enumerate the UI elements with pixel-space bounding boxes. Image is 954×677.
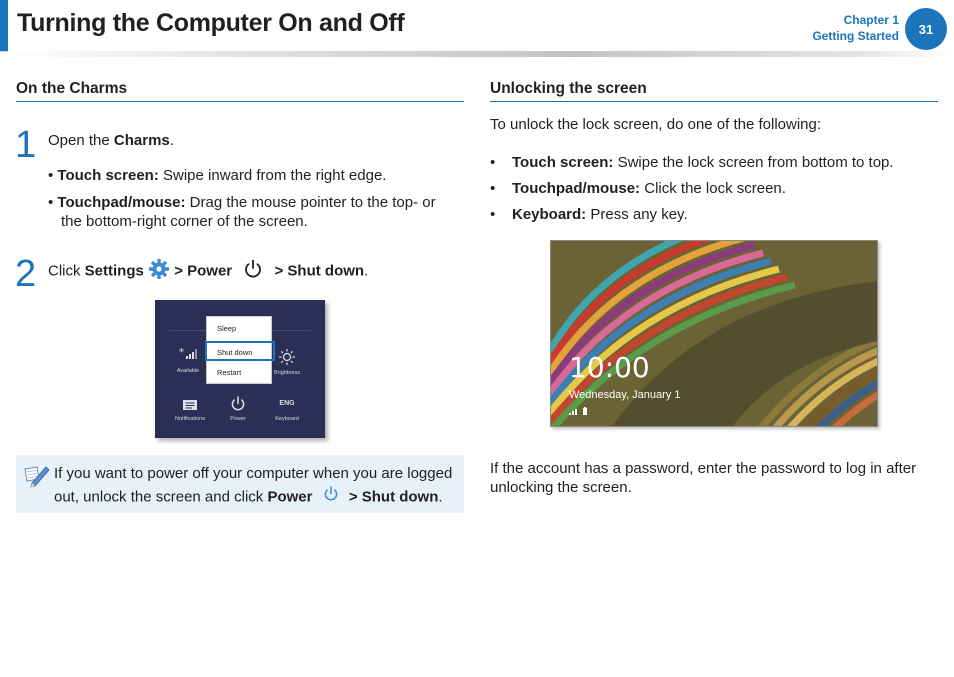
keyboard-language-indicator[interactable]: ENG	[279, 400, 295, 407]
section-heading-unlocking: Unlocking the screen	[490, 80, 938, 102]
chapter-label: Chapter 1	[843, 13, 899, 27]
list-item: • Touchpad/mouse: Click the lock screen.	[490, 180, 786, 197]
step-number-2: 2	[15, 253, 37, 295]
bullet-text: Swipe inward from the right edge.	[158, 167, 387, 184]
page-title: Turning the Computer On and Off	[17, 9, 405, 37]
step1-charms: Charms	[113, 132, 170, 149]
step2-text	[48, 258, 368, 285]
bullet-bold: Keyboard:	[512, 206, 587, 223]
note-line-1: If you want to power off your computer when you are logged	[54, 465, 453, 482]
step1-bullet-mouse: • Touchpad/mouse: Drag the mouse pointer to the top- or	[48, 194, 436, 211]
list-item: • Touch screen: Swipe the lock screen from bottom to top.	[490, 154, 894, 171]
step1-bullet-mouse-cont: the bottom-right corner of the screen.	[61, 213, 308, 230]
list-item: • Keyboard: Press any key.	[490, 206, 688, 223]
network-signal-icon	[569, 408, 581, 417]
step2-click: Click	[48, 262, 85, 280]
network-signal-icon	[179, 346, 197, 365]
tile-label-brightness: Brightness	[274, 370, 300, 376]
bullet-bold: Touch screen:	[57, 167, 159, 184]
menu-item-shut-down[interactable]: Shut down	[205, 341, 275, 361]
note-box	[16, 455, 464, 513]
tile-label-notifications: Notifications	[175, 416, 205, 422]
note-pencil-icon	[22, 463, 50, 494]
header-accent-bar	[0, 0, 8, 52]
section-heading-charms: On the Charms	[16, 80, 464, 102]
note-line2-prefix: out, unlock the screen and click	[54, 488, 268, 506]
page-number-badge: 31	[905, 8, 947, 50]
note-shutdown: > Shut down	[348, 488, 439, 506]
lock-screen-date: Wednesday, January 1	[569, 389, 681, 401]
bullet-text: Press any key.	[586, 206, 688, 223]
note-line-2	[54, 485, 459, 510]
bullet-bold: Touch screen:	[512, 154, 614, 171]
step1-prefix: Open the	[48, 132, 114, 149]
note-power: Power	[267, 488, 313, 506]
step1-bullet-touch: • Touch screen: Swipe inward from the right edge.	[48, 167, 387, 184]
lock-screen-time: 10:00	[569, 351, 650, 384]
power-icon	[242, 258, 264, 285]
step2-settings: Settings	[84, 262, 144, 280]
battery-icon	[581, 408, 589, 417]
unlock-intro: To unlock the lock screen, do one of the following:	[490, 116, 822, 133]
password-note	[490, 459, 940, 497]
note-text	[54, 463, 459, 510]
bullet-text: Drag the mouse pointer to the top- or	[185, 194, 436, 211]
gear-icon	[148, 258, 170, 285]
password-line-1: If the account has a password, enter the password to log in after	[490, 460, 917, 477]
tile-label-available: Available	[176, 368, 200, 374]
step1-text	[48, 131, 174, 150]
bullet-text: Click the lock screen.	[640, 180, 786, 197]
menu-item-sleep[interactable]: Sleep	[217, 324, 237, 333]
menu-item-restart[interactable]: Restart	[217, 368, 242, 377]
notifications-icon	[182, 398, 198, 416]
step-number-1: 1	[15, 124, 37, 166]
step2-shutdown: > Shut down	[274, 262, 365, 280]
chapter-section: Getting Started	[812, 29, 899, 43]
unlock-methods-list	[490, 150, 940, 228]
step1-suffix: .	[169, 132, 174, 149]
charms-power-menu-screenshot	[155, 300, 325, 438]
step2-period: .	[364, 262, 369, 280]
step2-power: > Power	[174, 262, 233, 280]
note-suffix: .	[438, 488, 443, 506]
header-divider	[0, 51, 954, 57]
brightness-icon	[278, 348, 296, 371]
chapter-info	[812, 12, 899, 44]
lock-screen-status-icons	[569, 407, 589, 417]
bullet-bold: Touchpad/mouse:	[57, 194, 186, 211]
power-tile-icon[interactable]	[229, 395, 247, 418]
bullet-text: Swipe the lock screen from bottom to top.	[613, 154, 894, 171]
password-line-2: unlocking the screen.	[490, 479, 632, 496]
svg-text:*: *	[179, 347, 184, 358]
power-menu-popup	[206, 316, 272, 384]
tile-label-keyboard: Keyboard	[275, 416, 299, 422]
power-icon	[322, 485, 340, 510]
bullet-bold: Touchpad/mouse:	[512, 180, 641, 197]
tile-label-power: Power	[230, 416, 246, 422]
lock-screen-screenshot[interactable]	[550, 240, 878, 427]
